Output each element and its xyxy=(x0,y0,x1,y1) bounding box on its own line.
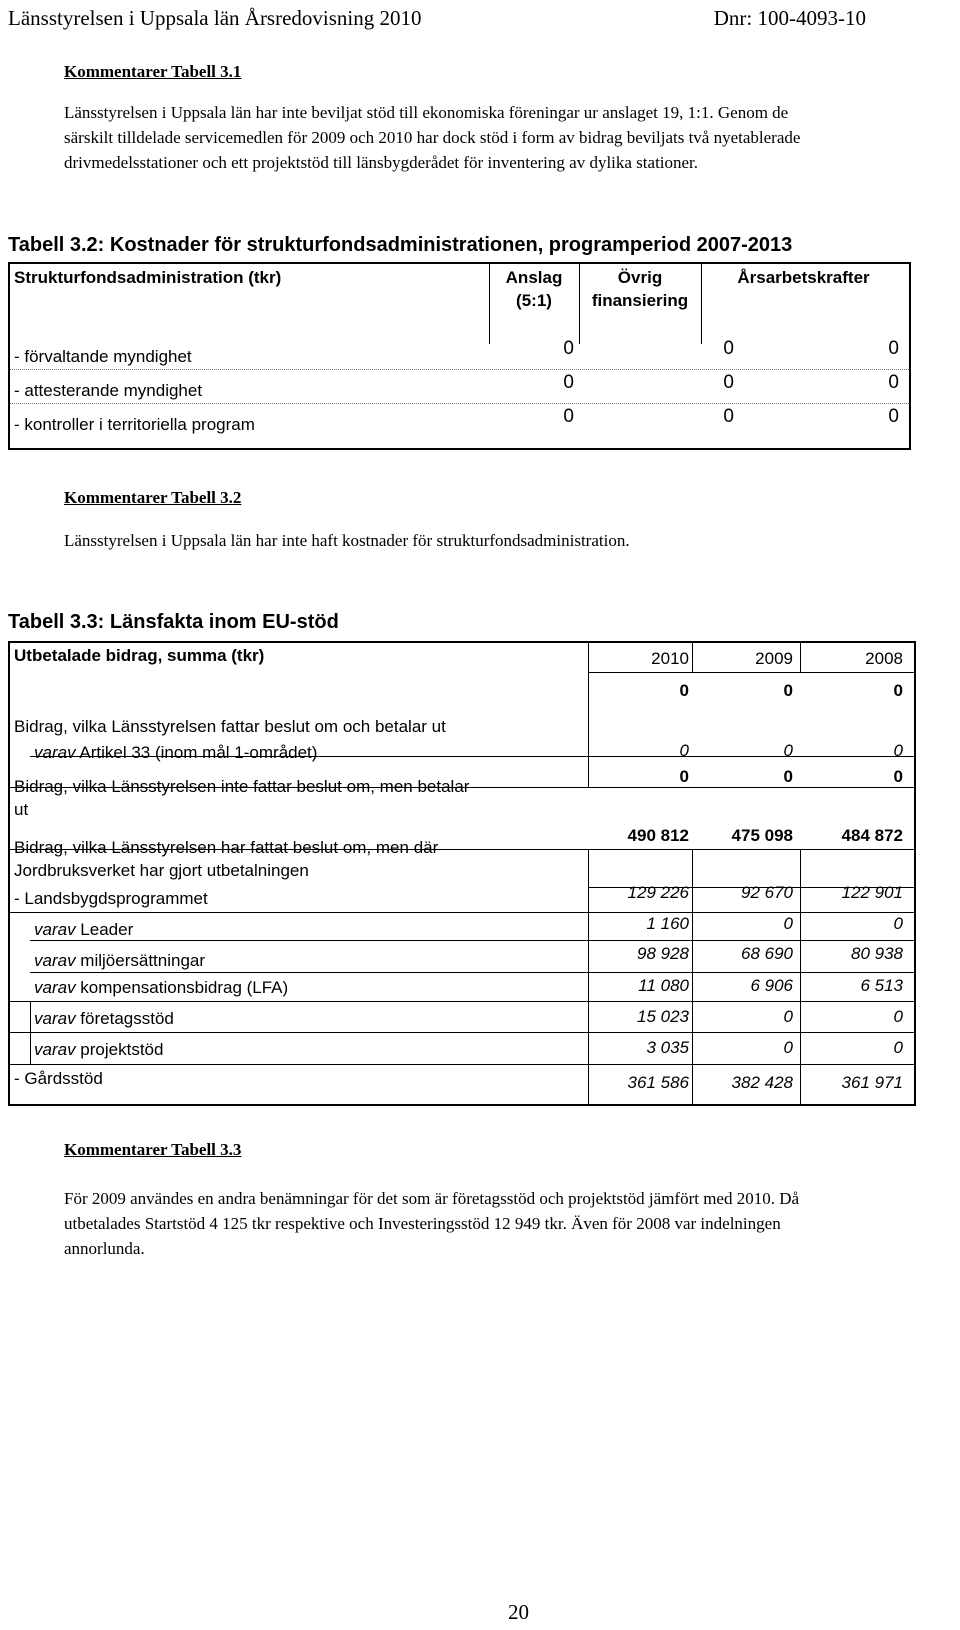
row-value: 0 xyxy=(783,1007,793,1026)
col-ovrig-line: Övrig xyxy=(617,268,663,287)
col-divider xyxy=(692,849,693,1104)
row-value: 382 428 xyxy=(731,1073,793,1092)
row-label xyxy=(34,1007,174,1030)
row-value: 0 xyxy=(723,406,734,427)
table-row xyxy=(10,336,909,370)
comment-3-3-line: utbetalades Startstöd 4 125 tkr respektive och Investeringsstöd 12 949 tkr. Även för 2008 var indelningen xyxy=(64,1214,781,1233)
comment-3-3-line: För 2009 användes en andra benämningar för det som är företagsstöd och projektstöd jämfört med 2010. Då xyxy=(64,1189,800,1208)
row-divider xyxy=(30,940,914,941)
row-label xyxy=(14,775,469,821)
comment-3-1-text xyxy=(64,100,944,175)
col-ovrig-line: finansiering xyxy=(591,291,689,310)
row-label xyxy=(34,949,205,972)
row-label xyxy=(34,1038,163,1061)
row-label-text: miljöersättningar xyxy=(75,951,206,970)
varav-prefix: varav xyxy=(34,1009,76,1028)
row-value: 15 023 xyxy=(637,1007,689,1026)
col-anslag-line: Anslag xyxy=(505,268,563,287)
row-label-line: Bidrag, vilka Länsstyrelsen inte fattar beslut om, men betalar xyxy=(14,777,470,796)
year-col: 2008 xyxy=(865,649,903,668)
row-divider xyxy=(30,972,914,973)
row-value: 361 971 xyxy=(841,1073,903,1092)
row-value: 0 xyxy=(679,741,689,760)
col-divider xyxy=(800,643,801,672)
row-label-text: projektstöd xyxy=(75,1040,164,1059)
row-value: 6 513 xyxy=(860,976,903,995)
row-value: 6 906 xyxy=(750,976,793,995)
row-divider xyxy=(588,672,914,673)
comment-3-1-line: särskilt tilldelade servicemedlen för 2009 och 2010 har dock stöd i form av bidrag beviljats två nyetablerade xyxy=(64,128,801,147)
row-label xyxy=(34,918,133,941)
row-value: 0 xyxy=(723,372,734,393)
row-value: 0 xyxy=(893,741,903,760)
row-value: 98 928 xyxy=(637,944,689,963)
row-value: 0 xyxy=(783,681,793,700)
row-value: 0 xyxy=(783,1038,793,1057)
row-value: 0 xyxy=(893,1038,903,1057)
table-3-3-title: Tabell 3.3: Länsfakta inom EU-stöd xyxy=(8,611,339,633)
row-value: 0 xyxy=(888,406,899,427)
row-value: 3 035 xyxy=(646,1038,689,1057)
row-label: - Gårdsstöd xyxy=(14,1069,103,1088)
varav-prefix: varav xyxy=(34,951,76,970)
varav-prefix: varav xyxy=(34,1040,76,1059)
col-divider xyxy=(588,849,589,1104)
row-value: 0 xyxy=(893,767,903,786)
row-label-line: Bidrag, vilka Länsstyrelsen har fattat beslut om, men där xyxy=(14,838,439,857)
comment-3-1-title: Kommentarer Tabell 3.1 xyxy=(64,62,242,81)
row-value: 0 xyxy=(888,372,899,393)
table-3-2-col-arsarb: Årsarbetskrafter xyxy=(737,268,870,287)
table-3-2 xyxy=(8,262,911,450)
comment-3-2-title: Kommentarer Tabell 3.2 xyxy=(64,488,242,507)
varav-prefix: varav xyxy=(34,743,76,762)
row-value: 0 xyxy=(679,767,689,786)
year-col: 2010 xyxy=(651,649,689,668)
row-value: 1 160 xyxy=(646,914,689,933)
comment-3-3-line: annorlunda. xyxy=(64,1239,145,1258)
varav-prefix: varav xyxy=(34,920,76,939)
table-3-3 xyxy=(8,641,916,1106)
row-value: 0 xyxy=(563,338,574,359)
header-right: Dnr: 100-4093-10 xyxy=(713,6,866,30)
table-3-2-title: Tabell 3.2: Kostnader för strukturfondsadministrationen, programperiod 2007-2013 xyxy=(8,234,793,256)
row-label: - Landsbygdsprogrammet xyxy=(14,889,208,908)
row-value: 129 226 xyxy=(627,883,689,902)
col-divider xyxy=(692,643,693,672)
page-number: 20 xyxy=(508,1600,529,1624)
row-value: 122 901 xyxy=(841,883,903,902)
table-3-2-col-ovrig xyxy=(579,266,701,312)
row-label xyxy=(34,741,317,764)
row-label-text: Artikel 33 (inom mål 1-området) xyxy=(75,743,318,762)
row-value: 0 xyxy=(893,681,903,700)
comment-3-1-line: Länsstyrelsen i Uppsala län har inte beviljat stöd till ekonomiska föreningar ur anslaget 19, 1:1. Genom de xyxy=(64,103,789,122)
row-value: 0 xyxy=(679,681,689,700)
comment-3-3-title: Kommentarer Tabell 3.3 xyxy=(64,1140,242,1159)
row-value: 68 690 xyxy=(741,944,793,963)
row-divider xyxy=(10,1001,914,1002)
col-divider xyxy=(588,643,589,787)
row-value: 490 812 xyxy=(627,826,689,845)
row-value: 0 xyxy=(563,406,574,427)
row-value: 484 872 xyxy=(841,826,903,845)
table-3-3-head-label: Utbetalade bidrag, summa (tkr) xyxy=(14,646,265,665)
row-value: 0 xyxy=(783,741,793,760)
row-value: 0 xyxy=(893,914,903,933)
row-value: 11 080 xyxy=(638,976,689,995)
table-3-2-col-label: Strukturfondsadministration (tkr) xyxy=(14,268,282,287)
comment-3-2-text: Länsstyrelsen i Uppsala län har inte haft kostnader för strukturfondsadministration. xyxy=(64,531,630,550)
row-value: 0 xyxy=(783,767,793,786)
table-row xyxy=(10,370,909,404)
comment-3-3-text xyxy=(64,1186,944,1261)
year-col: 2009 xyxy=(755,649,793,668)
row-value: 92 670 xyxy=(741,883,793,902)
row-divider xyxy=(10,1064,914,1065)
row-value: 0 xyxy=(893,1007,903,1026)
row-label xyxy=(34,976,288,999)
row-value: 80 938 xyxy=(851,944,903,963)
row-label-text: Leader xyxy=(75,920,134,939)
row-value: 0 xyxy=(563,372,574,393)
row-value: 0 xyxy=(723,338,734,359)
row-label-text: kompensationsbidrag (LFA) xyxy=(75,978,289,997)
row-label: - kontroller i territoriella program xyxy=(14,415,255,434)
row-label: - förvaltande myndighet xyxy=(14,347,192,366)
row-value: 0 xyxy=(783,914,793,933)
row-value: 361 586 xyxy=(627,1073,689,1092)
row-label: Bidrag, vilka Länsstyrelsen fattar beslut om och betalar ut xyxy=(14,717,446,736)
table-row xyxy=(10,404,909,437)
col-divider xyxy=(800,849,801,1104)
row-divider xyxy=(10,912,914,913)
header-left: Länsstyrelsen i Uppsala län Årsredovisning 2010 xyxy=(8,6,422,30)
row-label-line: ut xyxy=(14,800,29,819)
row-label xyxy=(14,836,438,882)
row-value: 475 098 xyxy=(731,826,793,845)
varav-prefix: varav xyxy=(34,978,76,997)
comment-3-1-line: drivmedelsstationer och ett projektstöd till länsbygderådet för inventering av dylika stationer. xyxy=(64,153,699,172)
row-divider xyxy=(10,1032,914,1033)
row-label-text: företagsstöd xyxy=(75,1009,174,1028)
row-label-line: Jordbruksverket har gjort utbetalningen xyxy=(14,861,309,880)
row-label: - attesterande myndighet xyxy=(14,381,203,400)
row-value: 0 xyxy=(888,338,899,359)
col-anslag-line: (5:1) xyxy=(516,291,552,310)
table-3-2-col-anslag xyxy=(489,266,579,312)
col-divider xyxy=(30,1001,31,1064)
